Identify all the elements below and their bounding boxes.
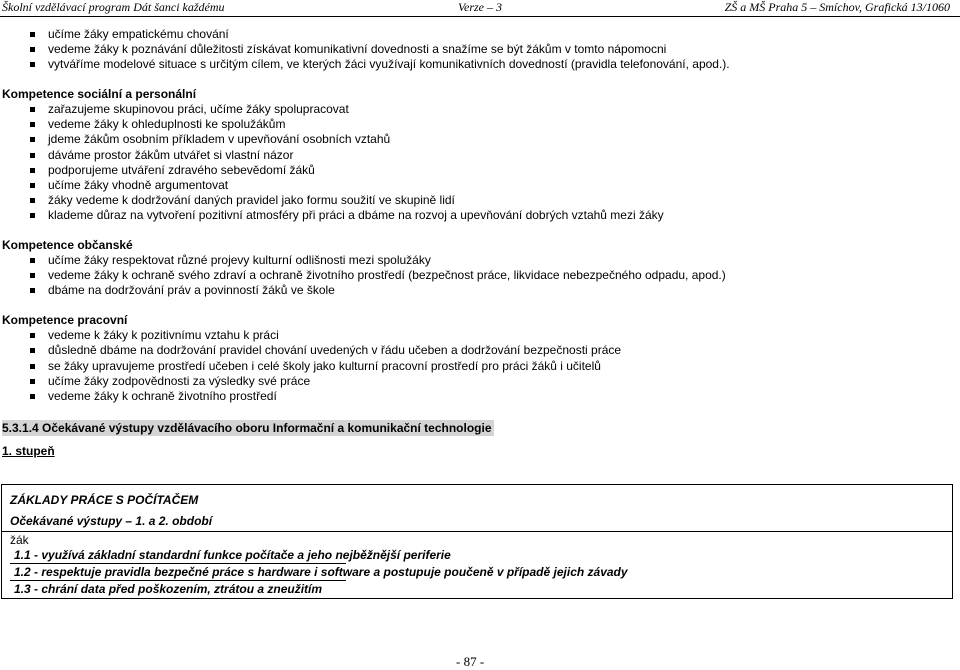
- header-school-program: Školní vzdělávací program Dát šanci každému: [2, 0, 225, 14]
- list-item: vedeme žáky k ohleduplnosti ke spolužákům: [2, 117, 952, 132]
- list-item: učíme žáky respektovat různé projevy kulturní odlišnosti mezi spolužáky: [2, 253, 952, 268]
- outcome-item: 1.2 - respektuje pravidla bezpečné práce s hardware i software a postupuje poučeně v případě jejich závady: [14, 565, 628, 579]
- work-competence-list: [2, 328, 952, 404]
- list-item: učíme žáky empatickému chování: [2, 27, 952, 42]
- table-title: ZÁKLADY PRÁCE S POČÍTAČEM: [10, 493, 199, 507]
- list-item: jdeme žákům osobním příkladem v upevňování osobních vztahů: [2, 132, 952, 147]
- list-item: podporujeme utváření zdravého sebevědomí žáků: [2, 163, 952, 178]
- outcome-item: 1.3 - chrání data před poškozením, ztrátou a zneužitím: [14, 582, 323, 596]
- outcomes-list: [14, 547, 628, 598]
- table-divider: [2, 531, 952, 532]
- civic-competence-list: [2, 253, 952, 299]
- header-school-address: ZŠ a MŠ Praha 5 – Smíchov, Grafická 13/1060: [724, 0, 950, 14]
- page-header: [0, 0, 960, 14]
- document-body: [2, 27, 952, 459]
- level-heading: 1. stupeň: [2, 444, 55, 459]
- intro-list: [2, 27, 952, 73]
- table-subtitle: Očekávané výstupy – 1. a 2. období: [10, 514, 213, 528]
- list-item: dáváme prostor žákům utvářet si vlastní názor: [2, 148, 952, 163]
- list-item: klademe důraz na vytvoření pozitivní atmosféry při práci a dbáme na rozvoj a upevňování dobrých vztahů mezi žáky: [2, 208, 952, 223]
- civic-competence-heading: Kompetence občanské: [2, 237, 133, 252]
- page-number: - 87 -: [456, 654, 485, 669]
- table-pupil-label: žák: [10, 533, 29, 547]
- list-item: důsledně dbáme na dodržování pravidel chování uvedených v řádu učeben a dodržování bezpečnosti práce: [2, 343, 952, 358]
- list-item: se žáky upravujeme prostředí učeben i celé školy jako kulturní pracovní prostředí pro práci žáků i učitelů: [2, 359, 952, 374]
- social-competence-heading: Kompetence sociální a personální: [2, 86, 197, 101]
- list-item: učíme žáky zodpovědnosti za výsledky své práce: [2, 374, 952, 389]
- outcomes-table: [1, 484, 953, 599]
- section-title: 5.3.1.4 Očekávané výstupy vzdělávacího oboru Informační a komunikační technologie: [2, 421, 492, 436]
- list-item: žáky vedeme k dodržování daných pravidel jako formu soužití ve skupině lidí: [2, 193, 952, 208]
- outcome-underline: [10, 563, 346, 564]
- work-competence-heading: Kompetence pracovní: [2, 312, 128, 327]
- list-item: vedeme k žáky k pozitivnímu vztahu k práci: [2, 328, 952, 343]
- list-item: vedeme žáky k poznávání důležitosti získávat komunikativní dovednosti a snažíme se být žákům v tomto nápomocni: [2, 42, 952, 57]
- outcome-underline: [10, 580, 346, 581]
- header-divider: [0, 16, 960, 17]
- list-item: vedeme žáky k ochraně svého zdraví a ochraně životního prostředí (bezpečnost práce, likvidace nebezpečného odpadu, apod.): [2, 268, 952, 283]
- list-item: vedeme žáky k ochraně životního prostředí: [2, 389, 952, 404]
- list-item: vytváříme modelové situace s určitým cílem, ve kterých žáci využívají komunikativních dovedností (pravidla telefonování, apod.).: [2, 57, 952, 72]
- header-version: Verze – 3: [458, 0, 502, 14]
- list-item: zařazujeme skupinovou práci, učíme žáky spolupracovat: [2, 102, 952, 117]
- list-item: učíme žáky vhodně argumentovat: [2, 178, 952, 193]
- social-competence-list: [2, 102, 952, 224]
- outcome-item: 1.1 - využívá základní standardní funkce počítače a jeho nejběžnější periferie: [14, 548, 451, 562]
- list-item: dbáme na dodržování práv a povinností žáků ve škole: [2, 283, 952, 298]
